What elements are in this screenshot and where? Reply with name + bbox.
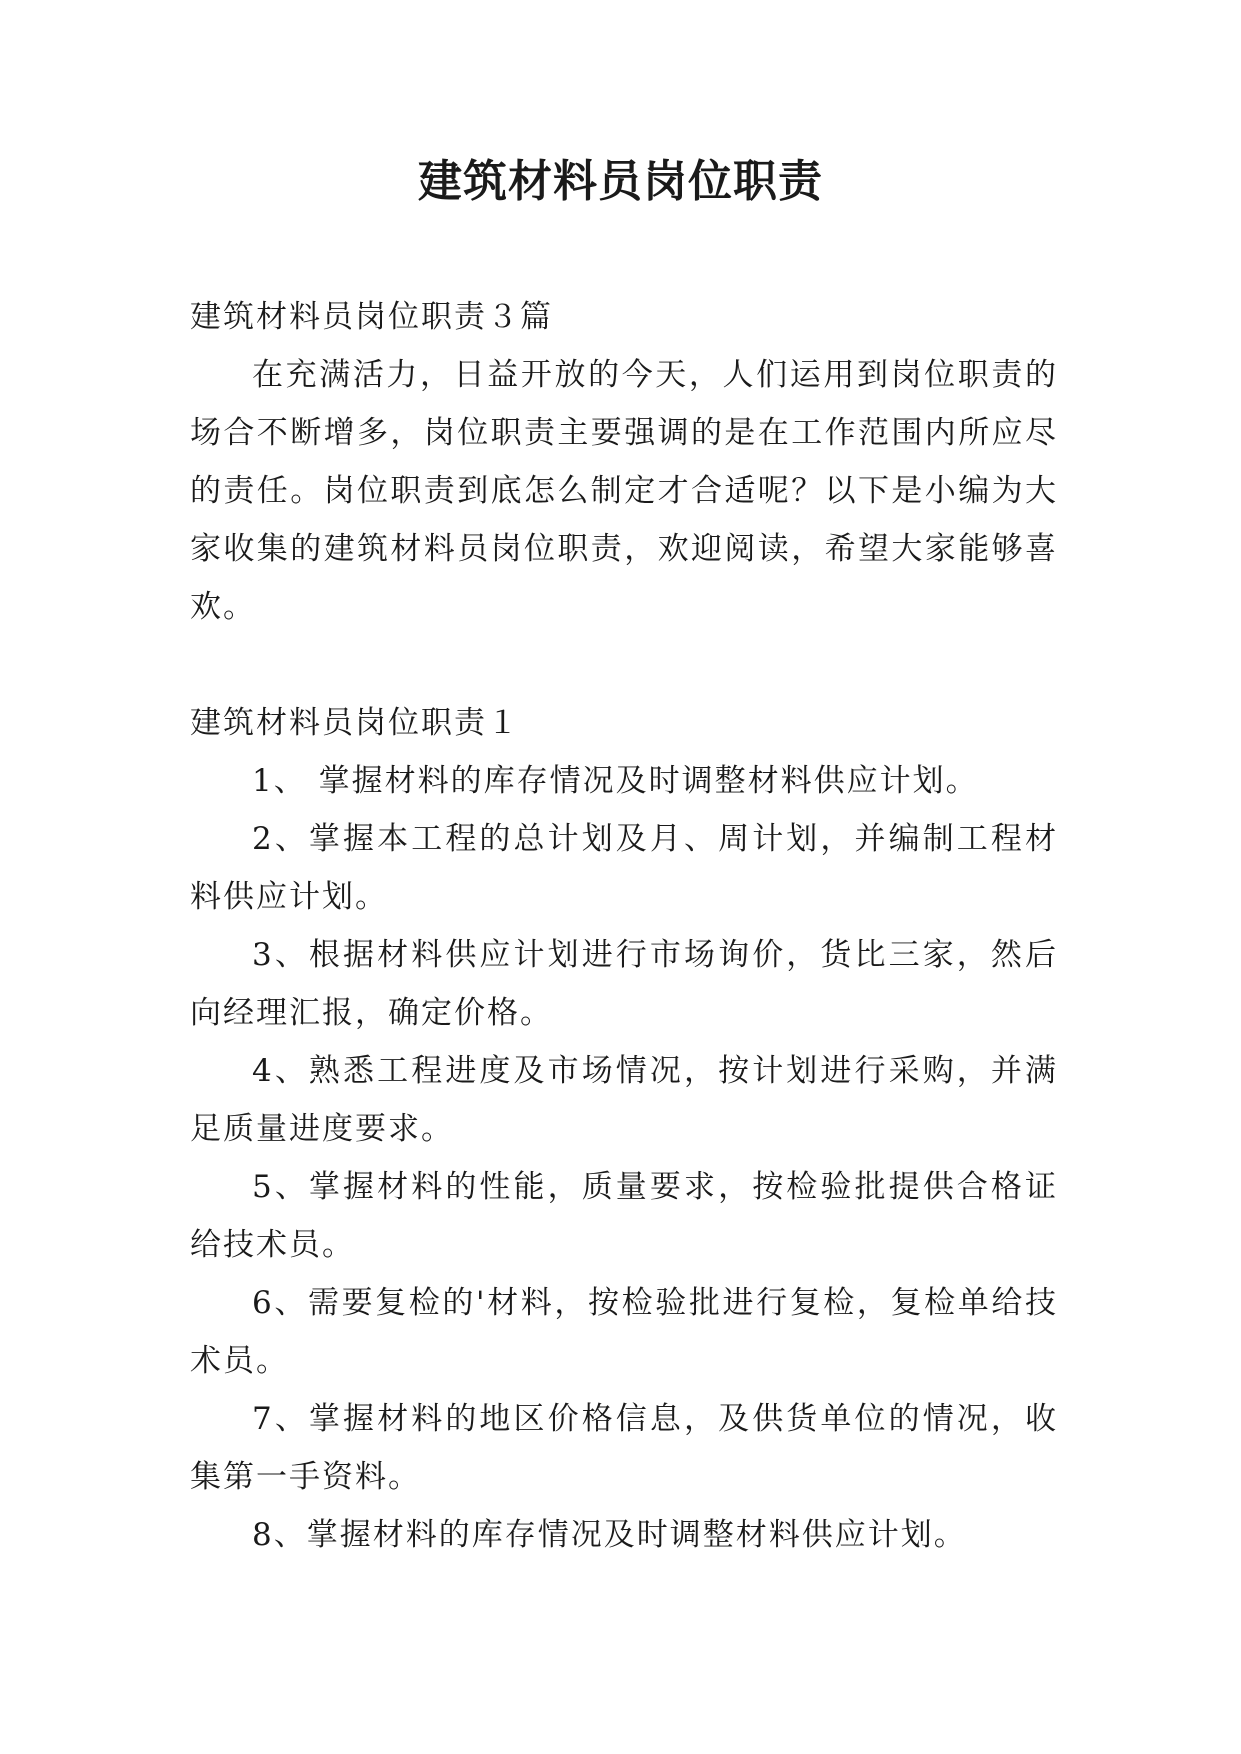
section-heading: 建筑材料员岗位职责１	[190, 705, 520, 741]
list-item: 3、根据材料供应计划进行市场询价，货比三家，然后向经理汇报，确定价格。	[190, 937, 1058, 1031]
document-body	[190, 288, 1058, 1564]
list-item: 5、掌握材料的性能，质量要求，按检验批提供合格证给技术员。	[190, 1169, 1058, 1263]
list-item: 7、掌握材料的地区价格信息，及供货单位的情况，收集第一手资料。	[190, 1401, 1058, 1495]
list-item: 6、需要复检的'材料，按检验批进行复检，复检单给技术员。	[190, 1285, 1058, 1379]
list-item: 2、掌握本工程的总计划及月、周计划，并编制工程材料供应计划。	[190, 821, 1058, 915]
paragraph-spacer	[190, 636, 1058, 694]
list-item: 1、 掌握材料的库存情况及时调整材料供应计划。	[252, 763, 979, 799]
document-subtitle: 建筑材料员岗位职责３篇	[190, 299, 553, 335]
list-item: 8、掌握材料的库存情况及时调整材料供应计划。	[252, 1517, 967, 1553]
list-item: 4、熟悉工程进度及市场情况，按计划进行采购，并满足质量进度要求。	[190, 1053, 1058, 1147]
document-title: 建筑材料员岗位职责	[418, 156, 823, 207]
intro-paragraph: 在充满活力，日益开放的今天，人们运用到岗位职责的场合不断增多，岗位职责主要强调的是在工作范围内所应尽的责任。岗位职责到底怎么制定才合适呢？以下是小编为大家收集的建筑材料员岗位职责，欢迎阅读，希望大家能够喜欢。	[190, 357, 1058, 625]
